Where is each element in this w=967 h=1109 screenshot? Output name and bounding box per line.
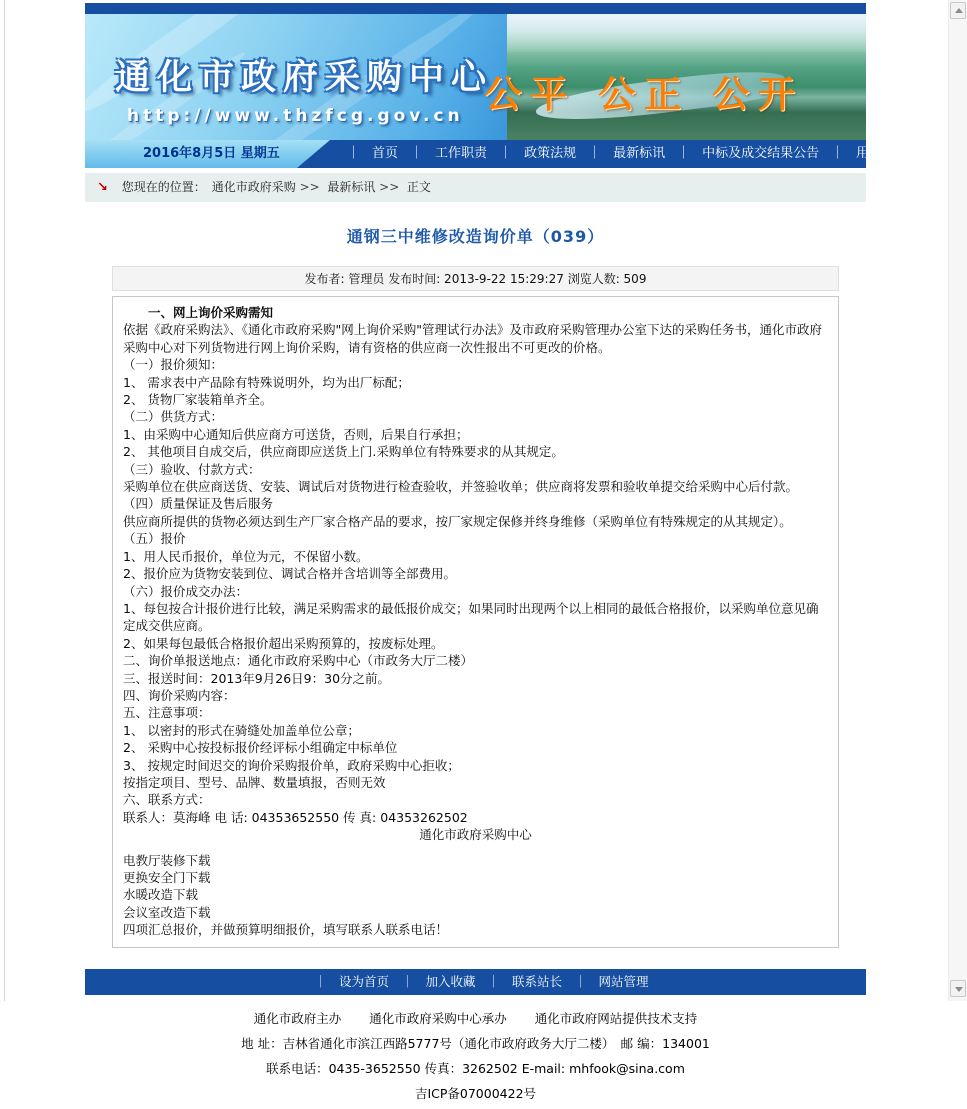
footer-icp: 吉ICP备07000422号 <box>414 1085 537 1101</box>
breadcrumb-arrow-icon: ↘ <box>97 180 108 195</box>
article-final-note: 四项汇总报价，并做预算明细报价，填写联系人联系电话！ <box>123 922 449 938</box>
article-line: 按指定项目、型号、品牌、数量填报，否则无效 <box>123 774 386 790</box>
footer-nav-item[interactable]: ｜ 网站管理 <box>562 969 649 995</box>
article-line: 采购单位在供应商送货、安装、调试后对货物进行检查验收，并签验收单；供应商将发票和验收单提交给采购中心后付款。 <box>123 479 799 495</box>
article-line: 二、询价单报送地点：通化市政府采购中心（市政务大厅二楼） <box>123 653 474 669</box>
article-body-lines <box>123 321 828 826</box>
breadcrumb-link[interactable]: >> 最新标讯 <box>296 173 376 202</box>
download-link[interactable]: 更换安全门下载 <box>123 870 211 885</box>
footer-hosted-row <box>85 1009 866 1027</box>
breadcrumb-label: 您现在的位置： <box>121 180 206 194</box>
article-title: 通钢三中维修改造询价单（039） <box>346 227 605 246</box>
download-link[interactable]: 会议室改造下载 <box>123 904 211 920</box>
nav-item[interactable]: ｜ 中标及成交结果公告 <box>665 140 819 168</box>
download-link[interactable]: 电教厅装修下载 <box>123 852 211 868</box>
nav-item[interactable]: ｜ 用户须知 <box>819 140 908 168</box>
article-line: 1、 需求表中产品除有特殊说明外，均为出厂标配； <box>123 374 410 390</box>
footer-hosted-item: 通化市政府主办 <box>253 1010 342 1026</box>
breadcrumb-items <box>212 180 431 194</box>
breadcrumb-link[interactable]: 通化市政府采购 <box>211 180 296 194</box>
footer-nav-item[interactable]: ｜ 加入收藏 <box>389 969 476 995</box>
article-line: 2、报价应为货物安装到位、调试合格并含培训等全部费用。 <box>123 566 456 582</box>
article-line: 2、 其他项目自成交后，供应商即应送货上门.采购单位有特殊要求的从其规定。 <box>123 444 564 460</box>
article-line: 六、联系方式： <box>123 792 211 808</box>
footer-nav-item[interactable]: ｜ 设为首页 <box>302 969 389 995</box>
footer-contact: 联系电话：0435-3652550 传真：3262502 E-mail: mhfook@sina.com <box>266 1060 685 1076</box>
download-link[interactable]: 水暖改造下载 <box>123 887 199 903</box>
site-title: 通化市政府采购中心 <box>115 58 494 98</box>
main-nav-bar <box>85 140 909 168</box>
photo-sky <box>507 14 866 52</box>
article-line: 依据《政府采购法》、《通化市政府采购"网上询价采购"管理试行办法》及市政府采购管理办公室下达的采购任务书，通化市政府采购中心对下列货物进行网上询价采购，请有资格的供应商一次性报出不可更改的价格。 <box>123 322 823 355</box>
article-line: 供应商所提供的货物必须达到生产厂家合格产品的要求，按厂家规定保修并终身维修（采购单位有特殊规定的从其规定）。 <box>123 513 792 529</box>
blank-line <box>123 844 828 852</box>
article-line: 四、询价采购内容： <box>123 687 236 703</box>
browser-frame-edge <box>4 0 5 1001</box>
current-date: 2016年8月5日 星期五 <box>143 146 280 161</box>
article-line: 2、如果每包最低合格报价超出采购预算的，按废标处理。 <box>123 635 444 651</box>
scroll-up-button[interactable] <box>950 2 966 19</box>
article-line: 联系人：莫海峰 电 话: 04353652550 传 真: 04353262502 <box>123 809 468 825</box>
breadcrumb <box>85 173 866 202</box>
page-container <box>85 0 909 1109</box>
main-nav-menu <box>335 140 909 168</box>
footer-nav-item[interactable]: ｜ 联系站长 <box>476 969 563 995</box>
article-line: （一）报价须知： <box>123 357 224 373</box>
up-arrow-icon <box>955 8 963 13</box>
article-line: 1、 以密封的形式在骑缝处加盖单位公章； <box>123 722 360 738</box>
down-arrow-icon <box>955 987 963 992</box>
article-meta-bar: 发布者: 管理员 发布时间: 2013-9-22 15:29:27 浏览人数: 509 <box>112 266 839 291</box>
article-line: 1、由采购中心通知后供应商方可送货，否则，后果自行承担； <box>123 426 469 442</box>
nav-item[interactable]: ｜ 政策法规 <box>487 140 576 168</box>
article-line: 五、注意事项： <box>123 705 211 721</box>
nav-item[interactable]: ｜ 工作职责 <box>398 140 487 168</box>
article-line: （三）验收、付款方式： <box>123 461 261 477</box>
article-line: 1、用人民币报价，单位为元，不保留小数。 <box>123 548 369 564</box>
vertical-scrollbar[interactable] <box>948 0 967 1001</box>
breadcrumb-link[interactable]: >> 正文 <box>375 173 431 202</box>
article-line: （六）报价成交办法： <box>123 583 249 599</box>
article-line: （五）报价 <box>123 531 186 547</box>
nav-item[interactable]: ｜ 首页 <box>335 140 398 168</box>
article-body-heading: 一、网上询价采购需知 <box>148 305 274 320</box>
footer-hosted-item: 通化市政府采购中心承办 <box>369 1010 507 1026</box>
footer-text <box>85 995 866 1102</box>
article-line: 三、报送时间：2013年9月26日9：30分之前。 <box>123 670 391 686</box>
header-banner <box>85 14 866 140</box>
scroll-down-button[interactable] <box>950 980 966 997</box>
footer-address: 地 址：吉林省通化市滨江西路5777号（通化市政府政务大厅二楼） 邮 编：134001 <box>241 1035 710 1051</box>
article-line: 2、 采购中心按投标报价经评标小组确定中标单位 <box>123 740 398 756</box>
footer-nav-bar <box>85 969 866 995</box>
site-url: http://www.thzfcg.gov.cn <box>127 106 464 126</box>
article-line: （四）质量保证及售后服务 <box>123 496 274 512</box>
slogan-text: 公平 公正 公开 <box>484 73 804 116</box>
download-links <box>123 852 828 922</box>
article-line: 3、 按规定时间迟交的询价采购报价单，政府采购中心拒收； <box>123 757 460 773</box>
article-content-box <box>112 296 839 948</box>
top-blue-bar <box>85 3 866 14</box>
article-line: 1、每包按合计报价进行比较，满足采购需求的最低报价成交；如果同时出现两个以上相同的最低合格报价，以采购单位意见确定成交供应商。 <box>123 600 819 634</box>
article-line: 2、 货物厂家装箱单齐全。 <box>123 392 273 408</box>
nav-item[interactable]: ｜ 最新标讯 <box>576 140 665 168</box>
article-line: （二）供货方式： <box>123 409 224 425</box>
footer-hosted-item: 通化市政府网站提供技术支持 <box>534 1010 698 1026</box>
article-signature-org: 通化市政府采购中心 <box>419 827 532 843</box>
